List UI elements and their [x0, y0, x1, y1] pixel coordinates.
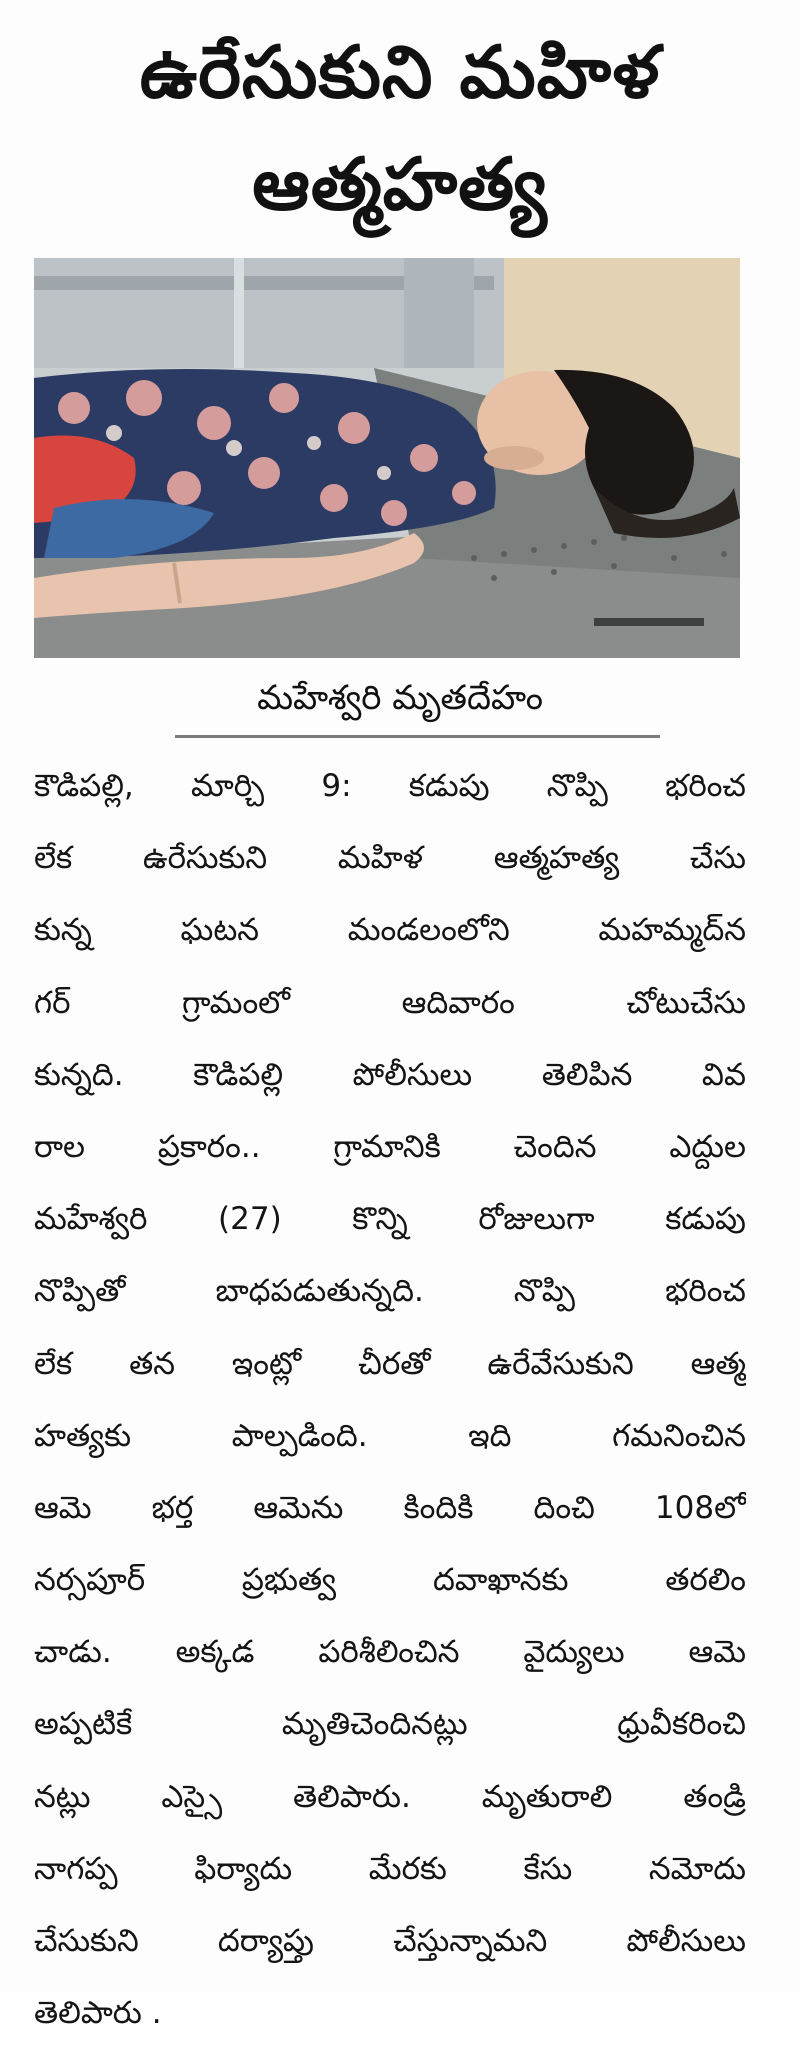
body-line: కున్నది. కౌడిపల్లి పోలీసులు తెలిపిన వివ	[34, 1056, 746, 1093]
body-line: మహేశ్వరి (27) కొన్ని రోజులుగా కడుపు	[34, 1201, 746, 1238]
body-line: రాల ప్రకారం.. గ్రామానికి చెందిన ఎద్దుల	[34, 1128, 746, 1165]
headline-line-1: ఉరేసుకుని మహిళ	[139, 30, 661, 114]
body-line: నట్లు ఎస్సై తెలిపారు. మృతురాలి తండ్రి	[34, 1778, 746, 1815]
body-line: తెలిపారు .	[34, 1995, 162, 2032]
article-body	[34, 750, 746, 2049]
body-line: నొప్పితో బాధపడుతున్నది. నొప్పి భరించ	[34, 1273, 746, 1310]
body-line: నర్సపూర్ ప్రభుత్వ దవాఖానకు తరలిం	[34, 1562, 746, 1599]
body-line: హత్యకు పాల్పడింది. ఇది గమనించిన	[34, 1417, 746, 1454]
body-line: చేసుకుని దర్యాప్తు చేస్తున్నామని పోలీసులు	[34, 1923, 746, 1959]
news-photo	[34, 258, 740, 658]
body-line: లేక ఉరేసుకుని మహిళ ఆత్మహత్య చేసు	[34, 840, 746, 877]
body-line: చాడు. అక్కడ పరిశీలించిన వైద్యులు ఆమె	[34, 1634, 746, 1671]
body-line: కున్న ఘటన మండలంలోని మహమ్మద్‌న	[34, 912, 746, 949]
body-line: అప్పటికే మృతిచెందినట్లు ధ్రువీకరించి	[34, 1706, 746, 1743]
body-line: నాగప్ప ఫిర్యాదు మేరకు కేసు నమోదు	[34, 1850, 746, 1887]
body-line: కౌడిపల్లి, మార్చి 9: కడుపు నొప్పి భరించ	[34, 768, 746, 804]
body-line: లేక తన ఇంట్లో చీరతో ఉరేవేసుకుని ఆత్మ	[34, 1345, 746, 1382]
body-line: ఆమె భర్త ఆమెను కిందికి దించి 108లో	[34, 1489, 746, 1526]
body-line: గర్ గ్రామంలో ఆదివారం చోటుచేసు	[34, 984, 746, 1021]
photo-caption: మహేశ్వరి మృతదేహం	[257, 678, 543, 718]
caption-divider	[175, 735, 660, 738]
headline-line-2: ఆత్మహత్య	[252, 142, 548, 226]
